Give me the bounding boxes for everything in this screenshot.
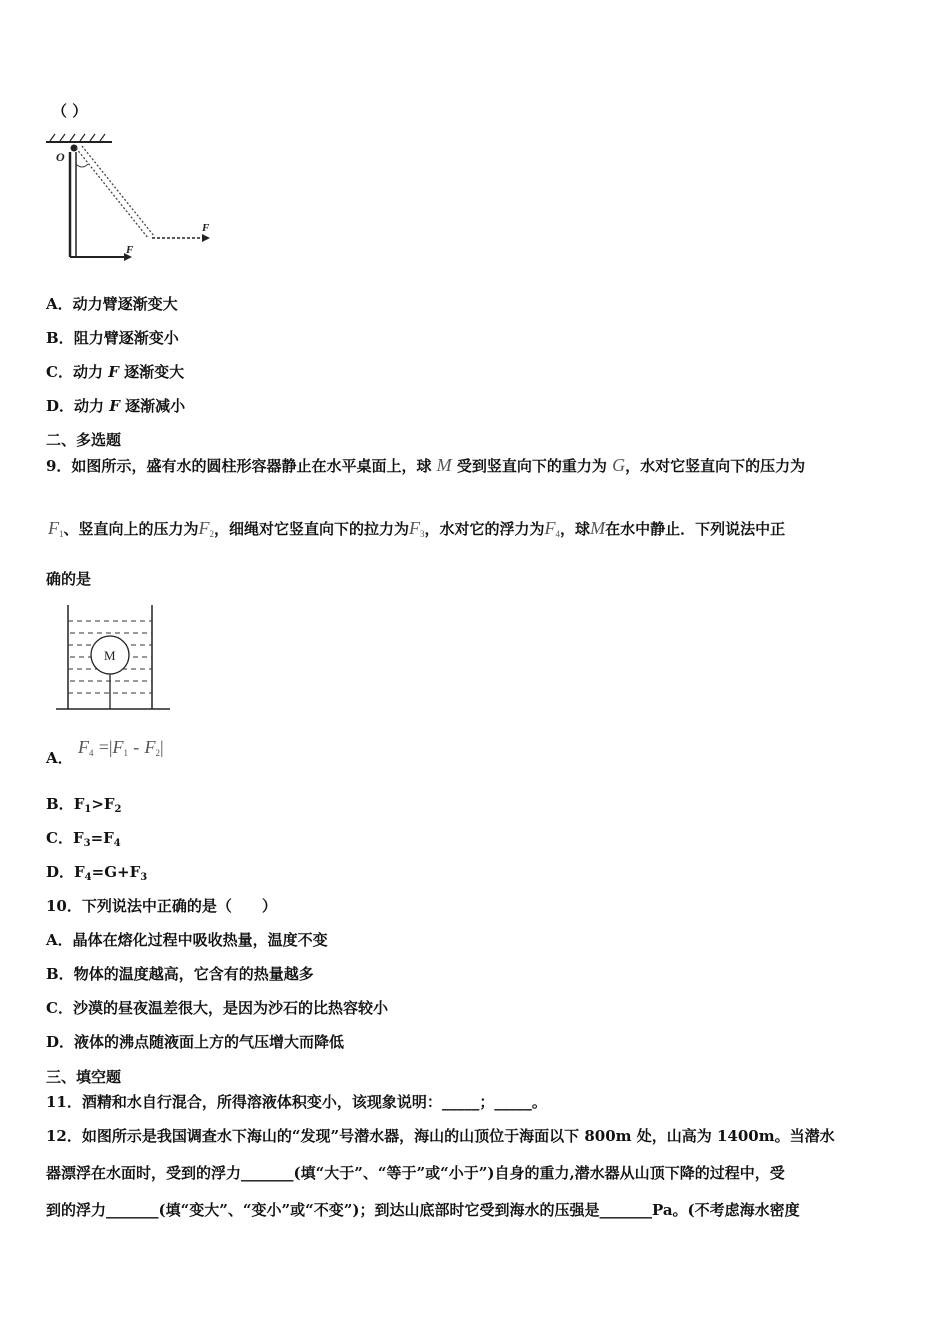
q8-option-b: B．阻力臂逐渐变小 xyxy=(46,329,179,347)
section-title-fill-blank: 三、填空题 xyxy=(46,1068,122,1086)
container-figure xyxy=(52,603,176,713)
force-end-label: F xyxy=(202,222,210,234)
q10-option-c: C．沙漠的昼夜温差很大，是因为沙石的比热容较小 xyxy=(46,999,388,1017)
q10-option-a: A．晶体在熔化过程中吸收热量，温度不变 xyxy=(46,931,328,949)
q10-option-d: D．液体的沸点随液面上方的气压增大而降低 xyxy=(46,1033,345,1051)
q9-option-d: D．$F_4=G+F_3$ xyxy=(46,863,148,883)
ball-label: M xyxy=(104,648,116,663)
q8-option-d: D．动力 F 逐渐减小 xyxy=(46,397,186,415)
q8-option-c: C．动力 F 逐渐变大 xyxy=(46,363,185,381)
pivot-label: O xyxy=(56,150,65,164)
q9-option-a-formula: $F_4 =|F_1 - F_2|$ xyxy=(78,737,164,758)
q9-line-3: 确的是 xyxy=(46,570,92,588)
q11-stem: 11．酒精和水自行混合，所得溶液体积变小，该现象说明：_____；_____。 xyxy=(46,1093,547,1111)
q8-stem-tail: （ ） xyxy=(52,102,88,120)
q9-line-2: $F_1$、竖直向上的压力为$F_2$，细绳对它竖直向下的拉力为$F_3$，水对它的浮力为$F_4$，球M在水中静止．下列说法中正 xyxy=(48,518,786,539)
lever-figure xyxy=(44,130,224,270)
q10-option-b: B．物体的温度越高，它含有的热量越多 xyxy=(46,965,314,983)
q10-stem: 10．下列说法中正确的是（ ） xyxy=(46,897,277,915)
q12-line-1: 12．如图所示是我国调查水下海山的“发现”号潜水器，海山的山顶位于海面以下 800m 处，山高为 1400m。当潜水 xyxy=(46,1127,835,1145)
q9-option-c: C．$F_3=F_4$ xyxy=(46,829,121,849)
q8-option-a: A．动力臂逐渐变大 xyxy=(46,295,178,313)
q12-line-3: 到的浮力_______(填“变大”、“变小”或“不变”)；到达山底部时它受到海水的压强是_______Pa。(不考虑海水密度 xyxy=(46,1201,800,1219)
q12-line-2: 器漂浮在水面时，受到的浮力_______(填“大于”、“等于”或“小于”)自身的重力,潜水器从山顶下降的过程中，受 xyxy=(46,1164,785,1182)
q9-option-a: A． xyxy=(46,749,73,767)
q9-option-b: B．$F_1>F_2$ xyxy=(46,795,122,815)
section-title-multi-choice: 二、多选题 xyxy=(46,431,122,449)
force-bottom-label: F xyxy=(126,244,134,256)
q9-line-1: 9．如图所示，盛有水的圆柱形容器静止在水平桌面上，球 M 受到竖直向下的重力为 G，水对它竖直向下的压力为 xyxy=(46,455,806,475)
